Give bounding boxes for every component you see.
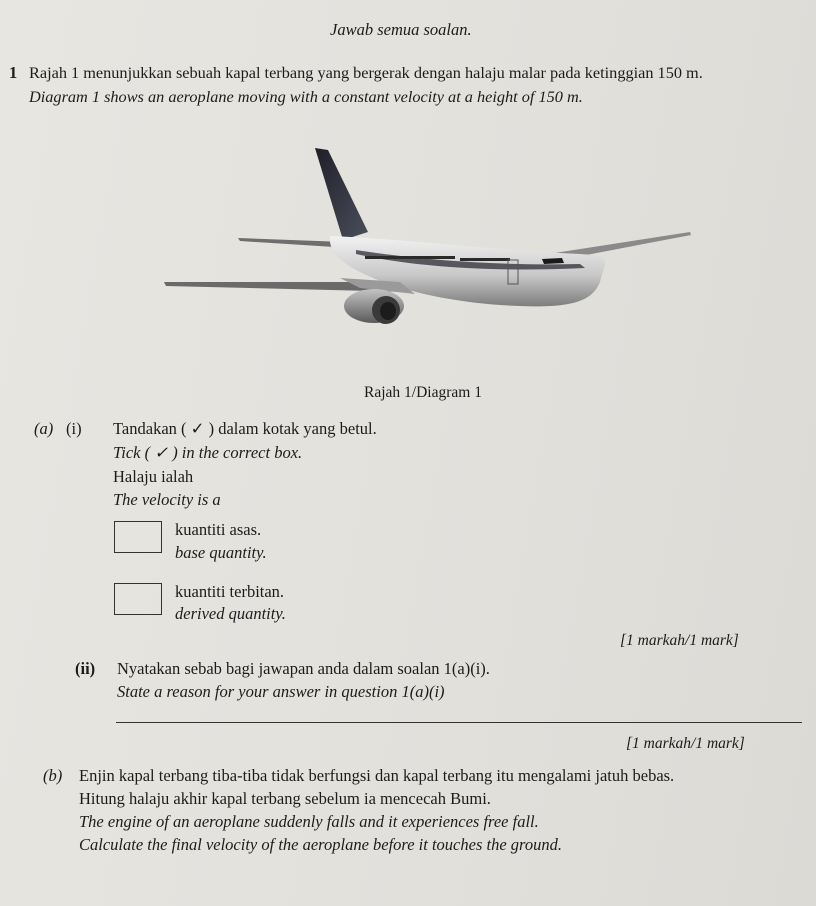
checkbox-derived-quantity[interactable] bbox=[114, 583, 162, 615]
instruction-ms: Tandakan ( ✓ ) dalam kotak yang betul. bbox=[113, 419, 377, 438]
checkbox-base-quantity[interactable] bbox=[114, 521, 162, 553]
answer-line[interactable] bbox=[116, 722, 802, 723]
aeroplane-illustration bbox=[160, 142, 720, 342]
part-b-line2-en: Calculate the final velocity of the aeroplane before it touches the ground. bbox=[79, 835, 562, 854]
part-a-label: (a) bbox=[34, 419, 54, 438]
part-a-i-label: (i) bbox=[66, 419, 82, 438]
question-stem-ms: Rajah 1 menunjukkan sebuah kapal terbang yang bergerak dengan halaju malar pada ketinggian 150 m. bbox=[29, 63, 703, 82]
part-a-ii-en: State a reason for your answer in question 1(a)(i) bbox=[117, 682, 445, 701]
option-base-ms: kuantiti asas. bbox=[175, 520, 262, 539]
part-b-line1-en: The engine of an aeroplane suddenly falls and it experiences free fall. bbox=[79, 812, 539, 831]
prompt-en: The velocity is a bbox=[113, 490, 221, 509]
option-derived-ms: kuantiti terbitan. bbox=[175, 582, 285, 601]
marks-a-ii: [1 markah/1 mark] bbox=[626, 735, 745, 752]
option-derived-en: derived quantity. bbox=[175, 604, 286, 623]
prompt-ms: Halaju ialah bbox=[113, 467, 194, 486]
part-b-line1-ms: Enjin kapal terbang tiba-tiba tidak berfungsi dan kapal terbang itu mengalami jatuh bebas. bbox=[79, 766, 675, 785]
part-b-label: (b) bbox=[43, 766, 63, 785]
marks-a-i: [1 markah/1 mark] bbox=[620, 632, 739, 649]
part-b-line2-ms: Hitung halaju akhir kapal terbang sebelum ia mencecah Bumi. bbox=[79, 789, 491, 808]
question-stem-en: Diagram 1 shows an aeroplane moving with a constant velocity at a height of 150 m. bbox=[29, 87, 583, 106]
figure-caption: Rajah 1/Diagram 1 bbox=[364, 384, 482, 401]
option-base-en: base quantity. bbox=[175, 543, 267, 562]
question-number: 1 bbox=[9, 63, 18, 82]
section-heading: Jawab semua soalan. bbox=[330, 20, 472, 39]
part-a-ii-ms: Nyatakan sebab bagi jawapan anda dalam soalan 1(a)(i). bbox=[117, 659, 490, 678]
part-a-ii-label: (ii) bbox=[75, 659, 96, 678]
instruction-en: Tick ( ✓ ) in the correct box. bbox=[113, 443, 303, 462]
